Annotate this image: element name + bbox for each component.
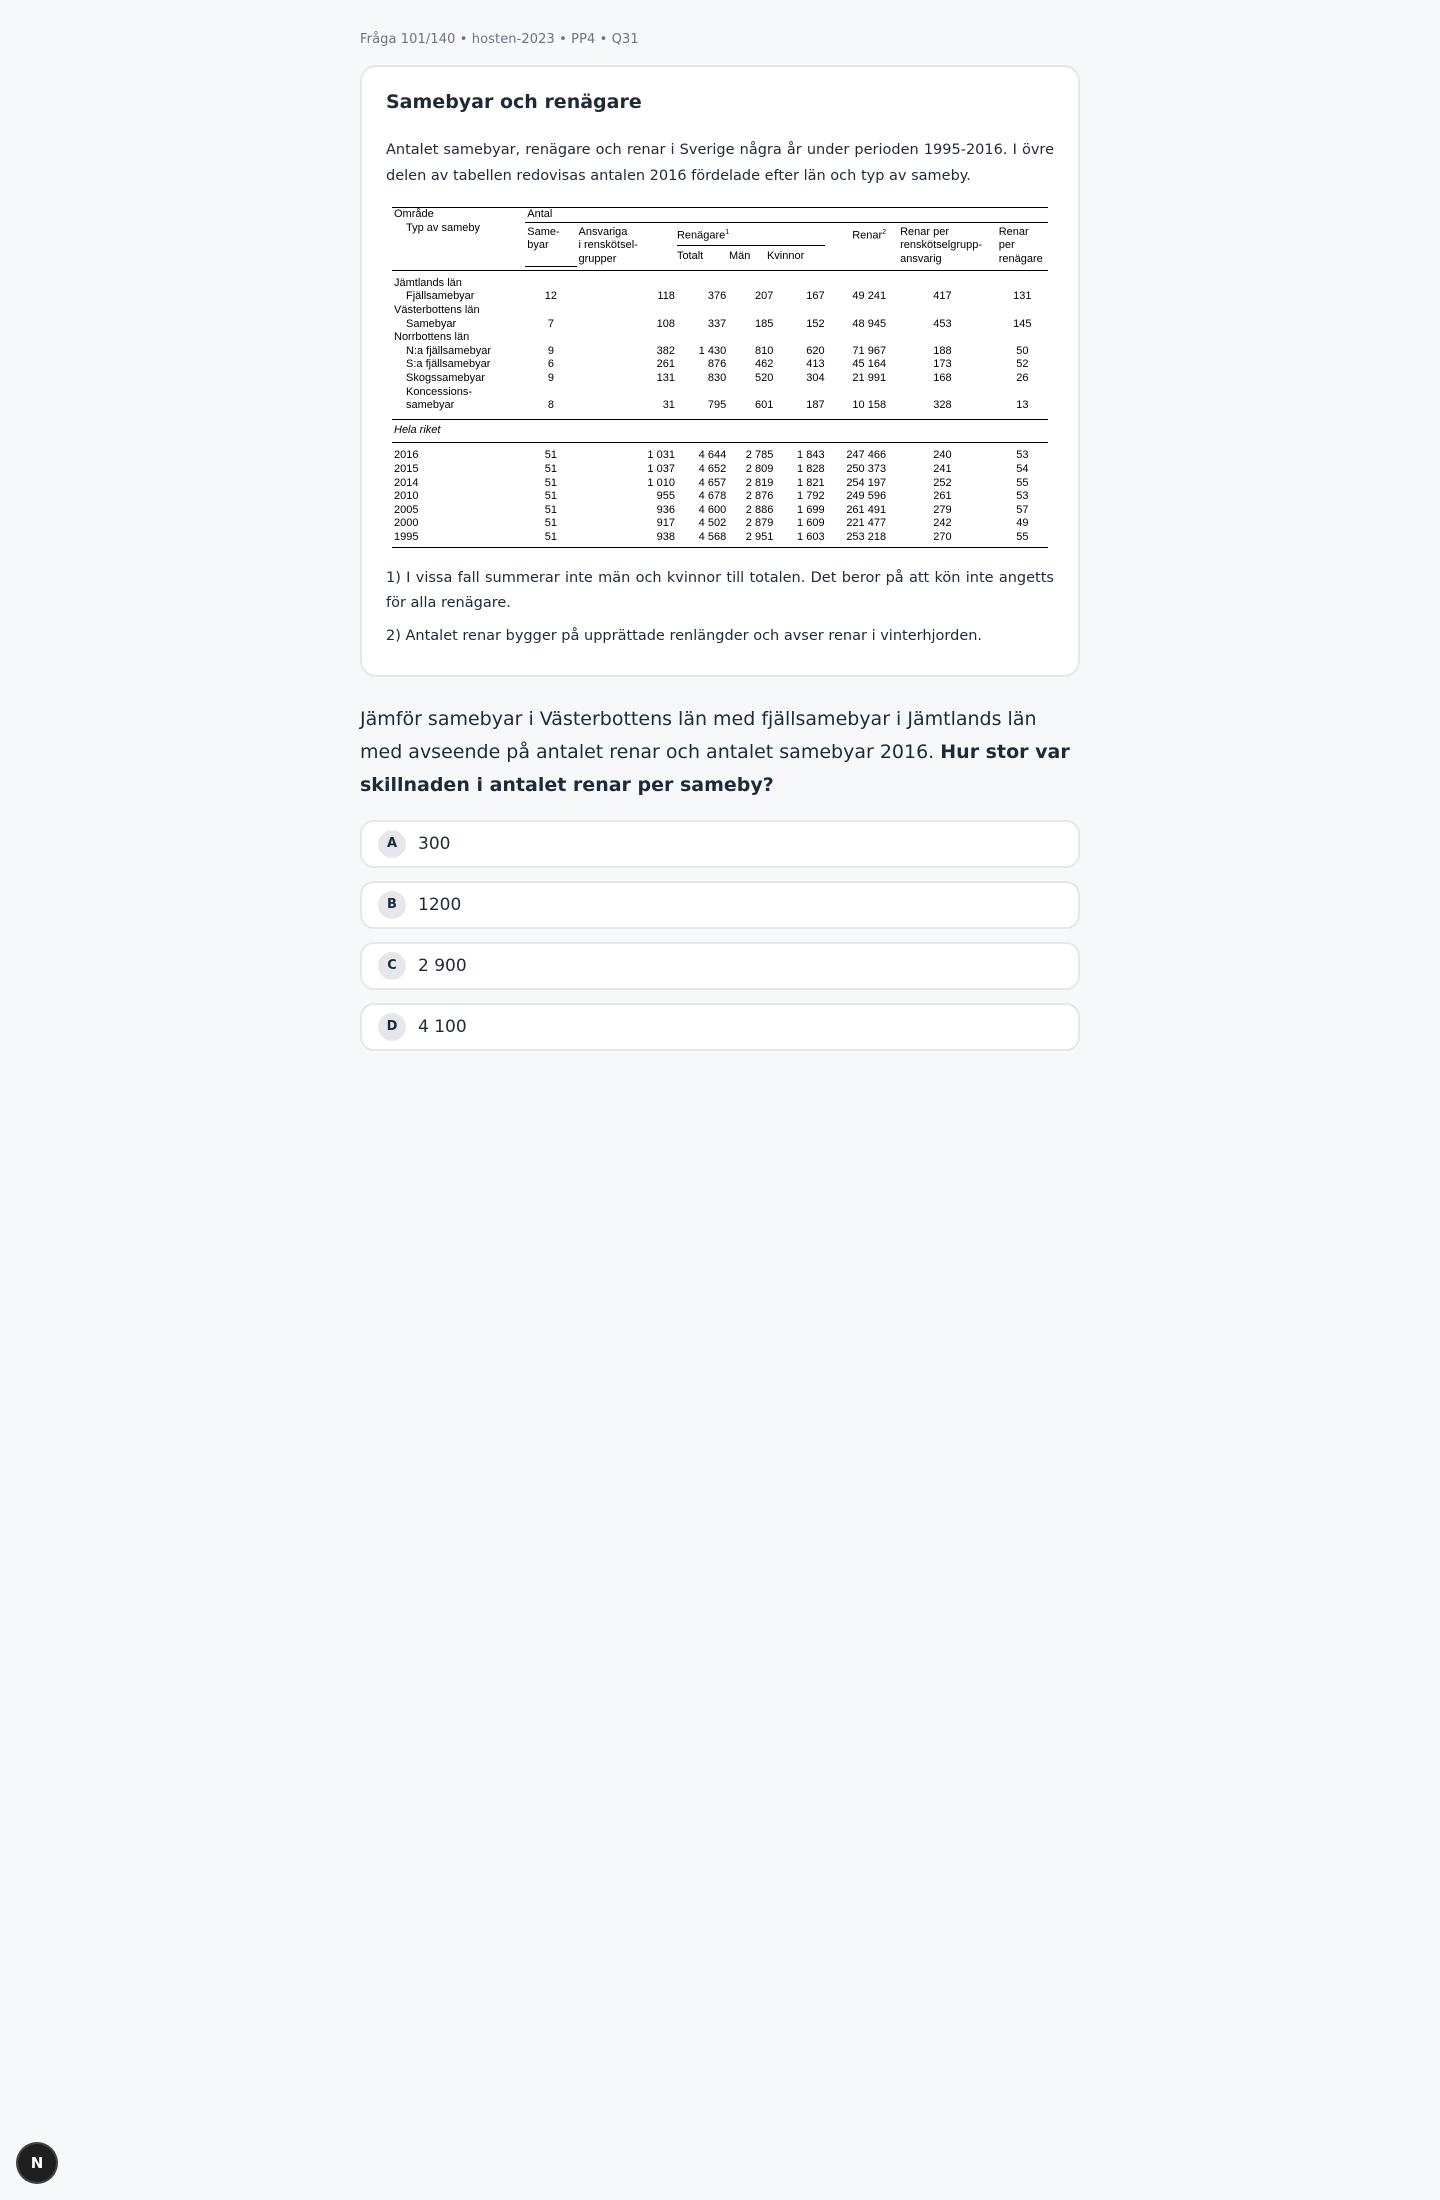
row-label: Koncessions- [406, 385, 473, 398]
table-cell: 167 [806, 290, 825, 303]
table-cell: 304 [806, 372, 825, 385]
table-cell: 462 [754, 358, 774, 371]
header-renar-per-grupp [888, 222, 997, 266]
table-cell: 51 [544, 449, 557, 462]
table-cell: 1 843 [797, 449, 825, 462]
table-cell: 51 [544, 463, 557, 475]
table-cell: 49 [1016, 517, 1029, 530]
table-row-year [392, 531, 1048, 547]
table-row [392, 331, 1048, 345]
table-cell: 1 828 [797, 463, 825, 475]
table-cell: 1 430 [698, 344, 727, 357]
table-cell: 71 967 [852, 344, 887, 357]
table-row [392, 399, 1048, 413]
table-cell: 1 609 [797, 517, 825, 530]
table-cell: 187 [806, 399, 825, 412]
info-card [360, 65, 1080, 677]
answer-option-c[interactable] [360, 942, 1080, 990]
header-samebyar [525, 222, 576, 266]
table-row-year [392, 490, 1048, 504]
header-renagare-sup: 1 [725, 228, 730, 236]
table-cell: 2 951 [728, 531, 775, 547]
table-cell: 9 [547, 344, 554, 357]
table-cell: 53 [1016, 490, 1029, 503]
table-cell: 55 [1016, 476, 1029, 489]
header-renagare: Renägare [676, 229, 726, 242]
table-cell: 55 [997, 531, 1048, 547]
option-text: 1200 [418, 894, 462, 915]
table-cell: 207 [754, 290, 774, 303]
table-row [392, 386, 1048, 400]
table-cell: 337 [707, 317, 727, 330]
row-year: 2010 [394, 490, 419, 503]
table-cell: 7 [547, 317, 554, 330]
table-cell: 279 [933, 503, 952, 516]
header-antal: Antal [525, 208, 1048, 223]
table-cell: 4 678 [698, 490, 727, 503]
table-cell: 830 [707, 372, 727, 385]
header-renar-per-grupp-line: ansvarig [900, 252, 942, 265]
table-cell: 2 809 [745, 463, 774, 475]
table-cell: 2 879 [745, 517, 774, 530]
answer-option-a[interactable] [360, 820, 1080, 868]
row-label: Samebyar [406, 317, 457, 330]
table-cell: 382 [656, 344, 675, 357]
table-cell: 45 164 [852, 358, 887, 371]
header-ansvariga-line: i renskötsel- [578, 239, 638, 252]
table-cell: 413 [806, 358, 825, 371]
app-launcher-button[interactable]: N [18, 2144, 56, 2182]
card-title: Samebyar och renägare [386, 91, 642, 113]
table-row-year [392, 449, 1048, 463]
table-cell-empty [525, 277, 1048, 291]
answer-option-b[interactable] [360, 881, 1080, 929]
table-cell: 917 [656, 517, 675, 530]
row-label: Jämtlands län [394, 276, 462, 289]
table-cell: 108 [656, 317, 675, 330]
table-cell: 9 [547, 372, 554, 385]
table-cell: 26 [1016, 372, 1029, 385]
option-text: 2 900 [418, 955, 467, 976]
section-label-hela-riket: Hela riket [392, 419, 1048, 443]
table-cell: 1 699 [797, 503, 825, 516]
table-cell: 252 [933, 476, 952, 489]
table-cell: 53 [1016, 449, 1029, 462]
table-cell: 2 886 [745, 503, 774, 516]
table-cell: 520 [754, 372, 774, 385]
table-cell: 810 [754, 344, 774, 357]
header-typ: Typ av sameby [406, 222, 480, 235]
row-label: Fjällsamebyar [406, 290, 475, 303]
main-content [360, 0, 1080, 1051]
table-cell: 49 241 [852, 290, 887, 303]
table-row-year [392, 477, 1048, 491]
table-cell: 13 [1016, 399, 1029, 412]
footnote-2: 2) Antalet renar bygger på upprättade renlängder och avser renar i vinterhjorden. [386, 627, 983, 644]
row-label: Skogssamebyar [406, 372, 485, 385]
table-cell: 21 991 [852, 372, 887, 385]
table-cell: 4 600 [698, 503, 727, 516]
table-cell: 4 652 [698, 463, 727, 475]
table-row-year [392, 463, 1048, 477]
header-renagare-group [677, 222, 827, 266]
row-label: samebyar [406, 399, 455, 412]
table-cell: 1 792 [797, 490, 825, 503]
table-row [392, 358, 1048, 372]
header-renar-per-grupp-line: renskötselgrupp- [900, 239, 983, 252]
row-label: S:a fjällsamebyar [406, 358, 491, 371]
header-man: Män [728, 249, 751, 262]
table-cell: 601 [754, 399, 774, 412]
header-samebyar-line: Same- [527, 225, 560, 238]
table-cell: 1 037 [647, 463, 675, 475]
table-cell: 2 819 [745, 476, 774, 489]
table-cell: 50 [1016, 344, 1029, 357]
header-kvinnor: Kvinnor [766, 249, 805, 262]
table-cell: 261 [933, 490, 952, 503]
table-cell: 938 [577, 531, 677, 547]
table-cell: 4 657 [698, 476, 727, 489]
answer-options [360, 820, 1080, 1051]
table-cell: 145 [1013, 317, 1032, 330]
row-year: 1995 [392, 531, 525, 547]
table-cell: 1 821 [797, 476, 825, 489]
table-cell: 270 [888, 531, 997, 547]
table-cell: 876 [707, 358, 727, 371]
row-year: 2014 [394, 476, 419, 489]
table-cell: 241 [933, 463, 952, 475]
table-cell: 8 [547, 399, 554, 412]
header-totalt: Totalt [676, 249, 704, 262]
table-cell: 417 [933, 290, 952, 303]
table-cell: 51 [544, 517, 557, 530]
table-cell: 51 [525, 531, 576, 547]
table-cell: 51 [544, 476, 557, 489]
table-cell-empty [525, 304, 1048, 318]
row-label: Västerbottens län [394, 304, 480, 317]
table-cell: 31 [662, 399, 675, 412]
table-cell: 247 466 [846, 449, 887, 462]
header-samebyar-line: byar [527, 239, 549, 252]
question-text [360, 703, 1080, 802]
statistics-table [392, 207, 1048, 548]
table-cell: 1 031 [647, 449, 675, 462]
header-renar-per-agare [997, 222, 1048, 266]
header-renar-text: Renar [852, 229, 883, 242]
table-cell: 48 945 [852, 317, 887, 330]
table-row-year [392, 504, 1048, 518]
option-text: 4 100 [418, 1016, 467, 1037]
header-renar-per-agare-line: per [998, 239, 1015, 252]
table-cell: 328 [933, 399, 952, 412]
table-row [392, 372, 1048, 386]
table-cell: 1 010 [647, 476, 675, 489]
table-cell: 795 [707, 399, 727, 412]
table-cell: 168 [933, 372, 952, 385]
table-row [392, 345, 1048, 359]
option-letter-badge: C [378, 952, 406, 980]
table-cell: 4 568 [677, 531, 728, 547]
table-cell: 2 876 [745, 490, 774, 503]
question-emphasis: Hur stor var skillnaden i antalet renar per sameby? [360, 740, 1070, 796]
table-cell: 250 373 [846, 463, 887, 475]
table-row [392, 290, 1048, 304]
table-row-year [392, 517, 1048, 531]
option-letter-badge: B [378, 891, 406, 919]
table-cell: 188 [933, 344, 952, 357]
table-cell: 51 [544, 503, 557, 516]
table-cell: 51 [544, 490, 557, 503]
header-renar-per-agare-line: Renar [998, 225, 1029, 238]
table-cell: 10 158 [852, 399, 887, 412]
option-letter-badge: A [378, 830, 406, 858]
table-cell: 4 644 [698, 449, 727, 462]
row-year: 2000 [394, 517, 419, 530]
table-cell: 240 [933, 449, 952, 462]
option-text: 300 [418, 833, 451, 854]
row-year: 2005 [394, 503, 419, 516]
table-cell: 261 491 [846, 503, 887, 516]
table-cell-empty [525, 331, 1048, 345]
footnote-1: 1) I vissa fall summerar inte män och kvinnor till totalen. Det beror på att kön inte angetts för alla renägare. [386, 569, 1054, 611]
table-cell: 2 785 [745, 449, 774, 462]
table-row [392, 304, 1048, 318]
question-breadcrumb: Fråga 101/140 • hosten-2023 • PP4 • Q31 [360, 32, 639, 47]
header-renar-per-agare-line: renägare [998, 252, 1043, 265]
row-year: 2015 [394, 463, 419, 475]
table-cell: 376 [707, 290, 727, 303]
table-cell-empty [525, 386, 1048, 400]
table-cell: 453 [933, 317, 952, 330]
table-cell: 620 [806, 344, 825, 357]
header-omrade: Område [392, 208, 525, 223]
table-cell: 253 218 [827, 531, 889, 547]
row-label: N:a fjällsamebyar [406, 344, 491, 357]
option-letter-badge: D [378, 1013, 406, 1041]
table-cell: 242 [933, 517, 952, 530]
table-cell: 261 [656, 358, 675, 371]
table-cell: 12 [544, 290, 557, 303]
table-cell: 4 502 [698, 517, 727, 530]
table-cell: 1 603 [775, 531, 826, 547]
header-renar-sup: 2 [882, 228, 887, 236]
table-cell: 6 [547, 358, 554, 371]
table-cell: 185 [754, 317, 774, 330]
table-cell: 221 477 [846, 517, 887, 530]
table-cell: 152 [806, 317, 825, 330]
header-ansvariga-line: grupper [578, 252, 617, 265]
statistics-table-figure [386, 207, 1054, 548]
table-cell: 118 [657, 290, 675, 303]
answer-option-d[interactable] [360, 1003, 1080, 1051]
row-label: Norrbottens län [394, 331, 470, 344]
question-lead: Jämför samebyar i Västerbottens län med fjällsamebyar i Jämtlands län med avseende på antalet renar och antalet samebyar 2016. [360, 707, 1037, 763]
table-cell: 52 [1016, 358, 1029, 371]
table-cell: 254 197 [846, 476, 887, 489]
card-intro: Antalet samebyar, renägare och renar i Sverige några år under perioden 1995-2016. I övre delen av tabellen redovisas antalen 2016 fördelade efter län och typ av sameby. [386, 142, 1054, 184]
table-cell: 54 [1016, 463, 1029, 475]
header-renar [827, 222, 889, 266]
table-row [392, 318, 1048, 332]
header-renar-per-grupp-line: Renar per [900, 225, 949, 238]
header-ansvariga-line: Ansvariga [578, 225, 628, 238]
table-cell: 955 [656, 490, 675, 503]
header-ansvariga [577, 222, 677, 266]
table-cell: 936 [656, 503, 675, 516]
row-year: 2016 [394, 449, 419, 462]
table-cell: 57 [1016, 503, 1029, 516]
table-cell: 131 [656, 372, 675, 385]
table-row [392, 277, 1048, 291]
table-cell: 173 [933, 358, 952, 371]
table-cell: 249 596 [846, 490, 887, 503]
table-cell: 131 [1013, 290, 1032, 303]
